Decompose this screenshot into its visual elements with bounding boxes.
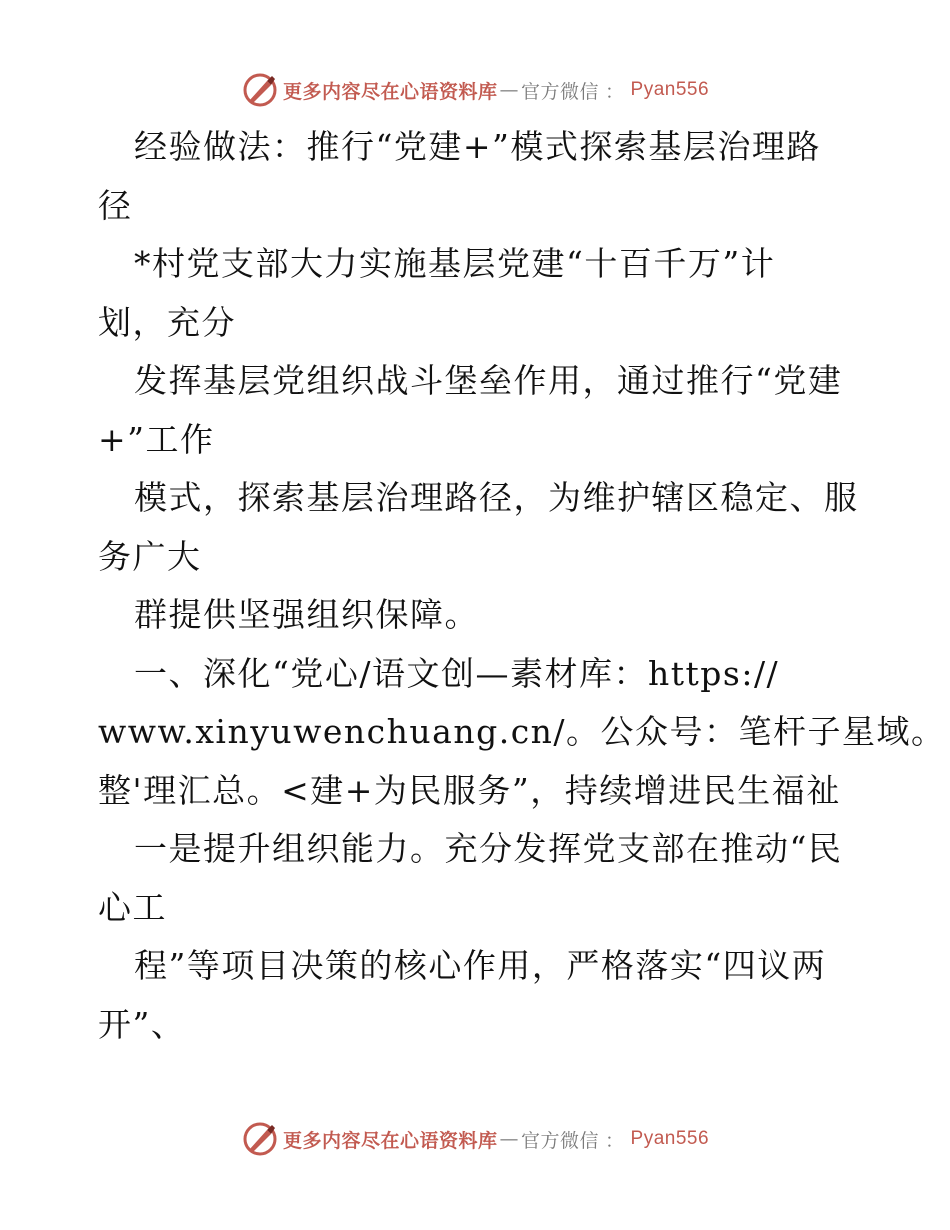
body-line: 整'理汇总。<建+为民服务”，持续增进民生福祉 — [98, 770, 841, 810]
body-line: 一是提升组织能力。充分发挥党支部在推动“民 — [134, 829, 843, 868]
footer-banner — [0, 1117, 950, 1161]
body-line: 务广大 — [98, 536, 202, 576]
body-line: 模式，探索基层治理路径，为维护辖区稳定、服 — [134, 478, 859, 517]
body-line: 群提供坚强组织保障。 — [134, 595, 479, 634]
body-line: 开”、 — [98, 1004, 186, 1044]
body-line: 经验做法：推行“党建+”模式探索基层治理路 — [134, 127, 821, 166]
banner-account: Pyan556 — [630, 1128, 710, 1149]
body-line: +”工作 — [98, 419, 215, 459]
banner-label: 官方微信 — [520, 80, 599, 103]
banner-dash: — — [499, 1128, 519, 1150]
banner-prefix: 更多内容尽在心语资料库 — [282, 1129, 498, 1152]
banner-dash: — — [499, 79, 519, 101]
body-line: www.xinyuwenchuang.cn/。公众号：笔杆子星域。 — [98, 712, 946, 751]
body-line: 划，充分 — [98, 302, 236, 342]
body-line: 心工 — [98, 887, 167, 927]
body-line: 程”等项目决策的核心作用，严格落实“四议两 — [134, 946, 827, 985]
body-line: *村党支部大力实施基层党建“十百千万”计 — [134, 244, 776, 283]
banner-separator: ： — [605, 1129, 625, 1152]
banner-label: 官方微信 — [520, 1129, 599, 1152]
document-body — [98, 118, 946, 1054]
header-banner — [0, 68, 950, 112]
body-line: 径 — [98, 185, 133, 225]
body-line: 发挥基层党组织战斗堡垒作用，通过推行“党建 — [134, 361, 843, 400]
pen-logo-icon — [241, 1120, 279, 1158]
banner-prefix: 更多内容尽在心语资料库 — [282, 80, 498, 103]
banner-account: Pyan556 — [630, 79, 710, 100]
banner-separator: ： — [605, 80, 625, 103]
pen-logo-icon — [241, 71, 279, 109]
body-line: 一、深化“党心/语文创—素材库：https:// — [134, 653, 780, 693]
